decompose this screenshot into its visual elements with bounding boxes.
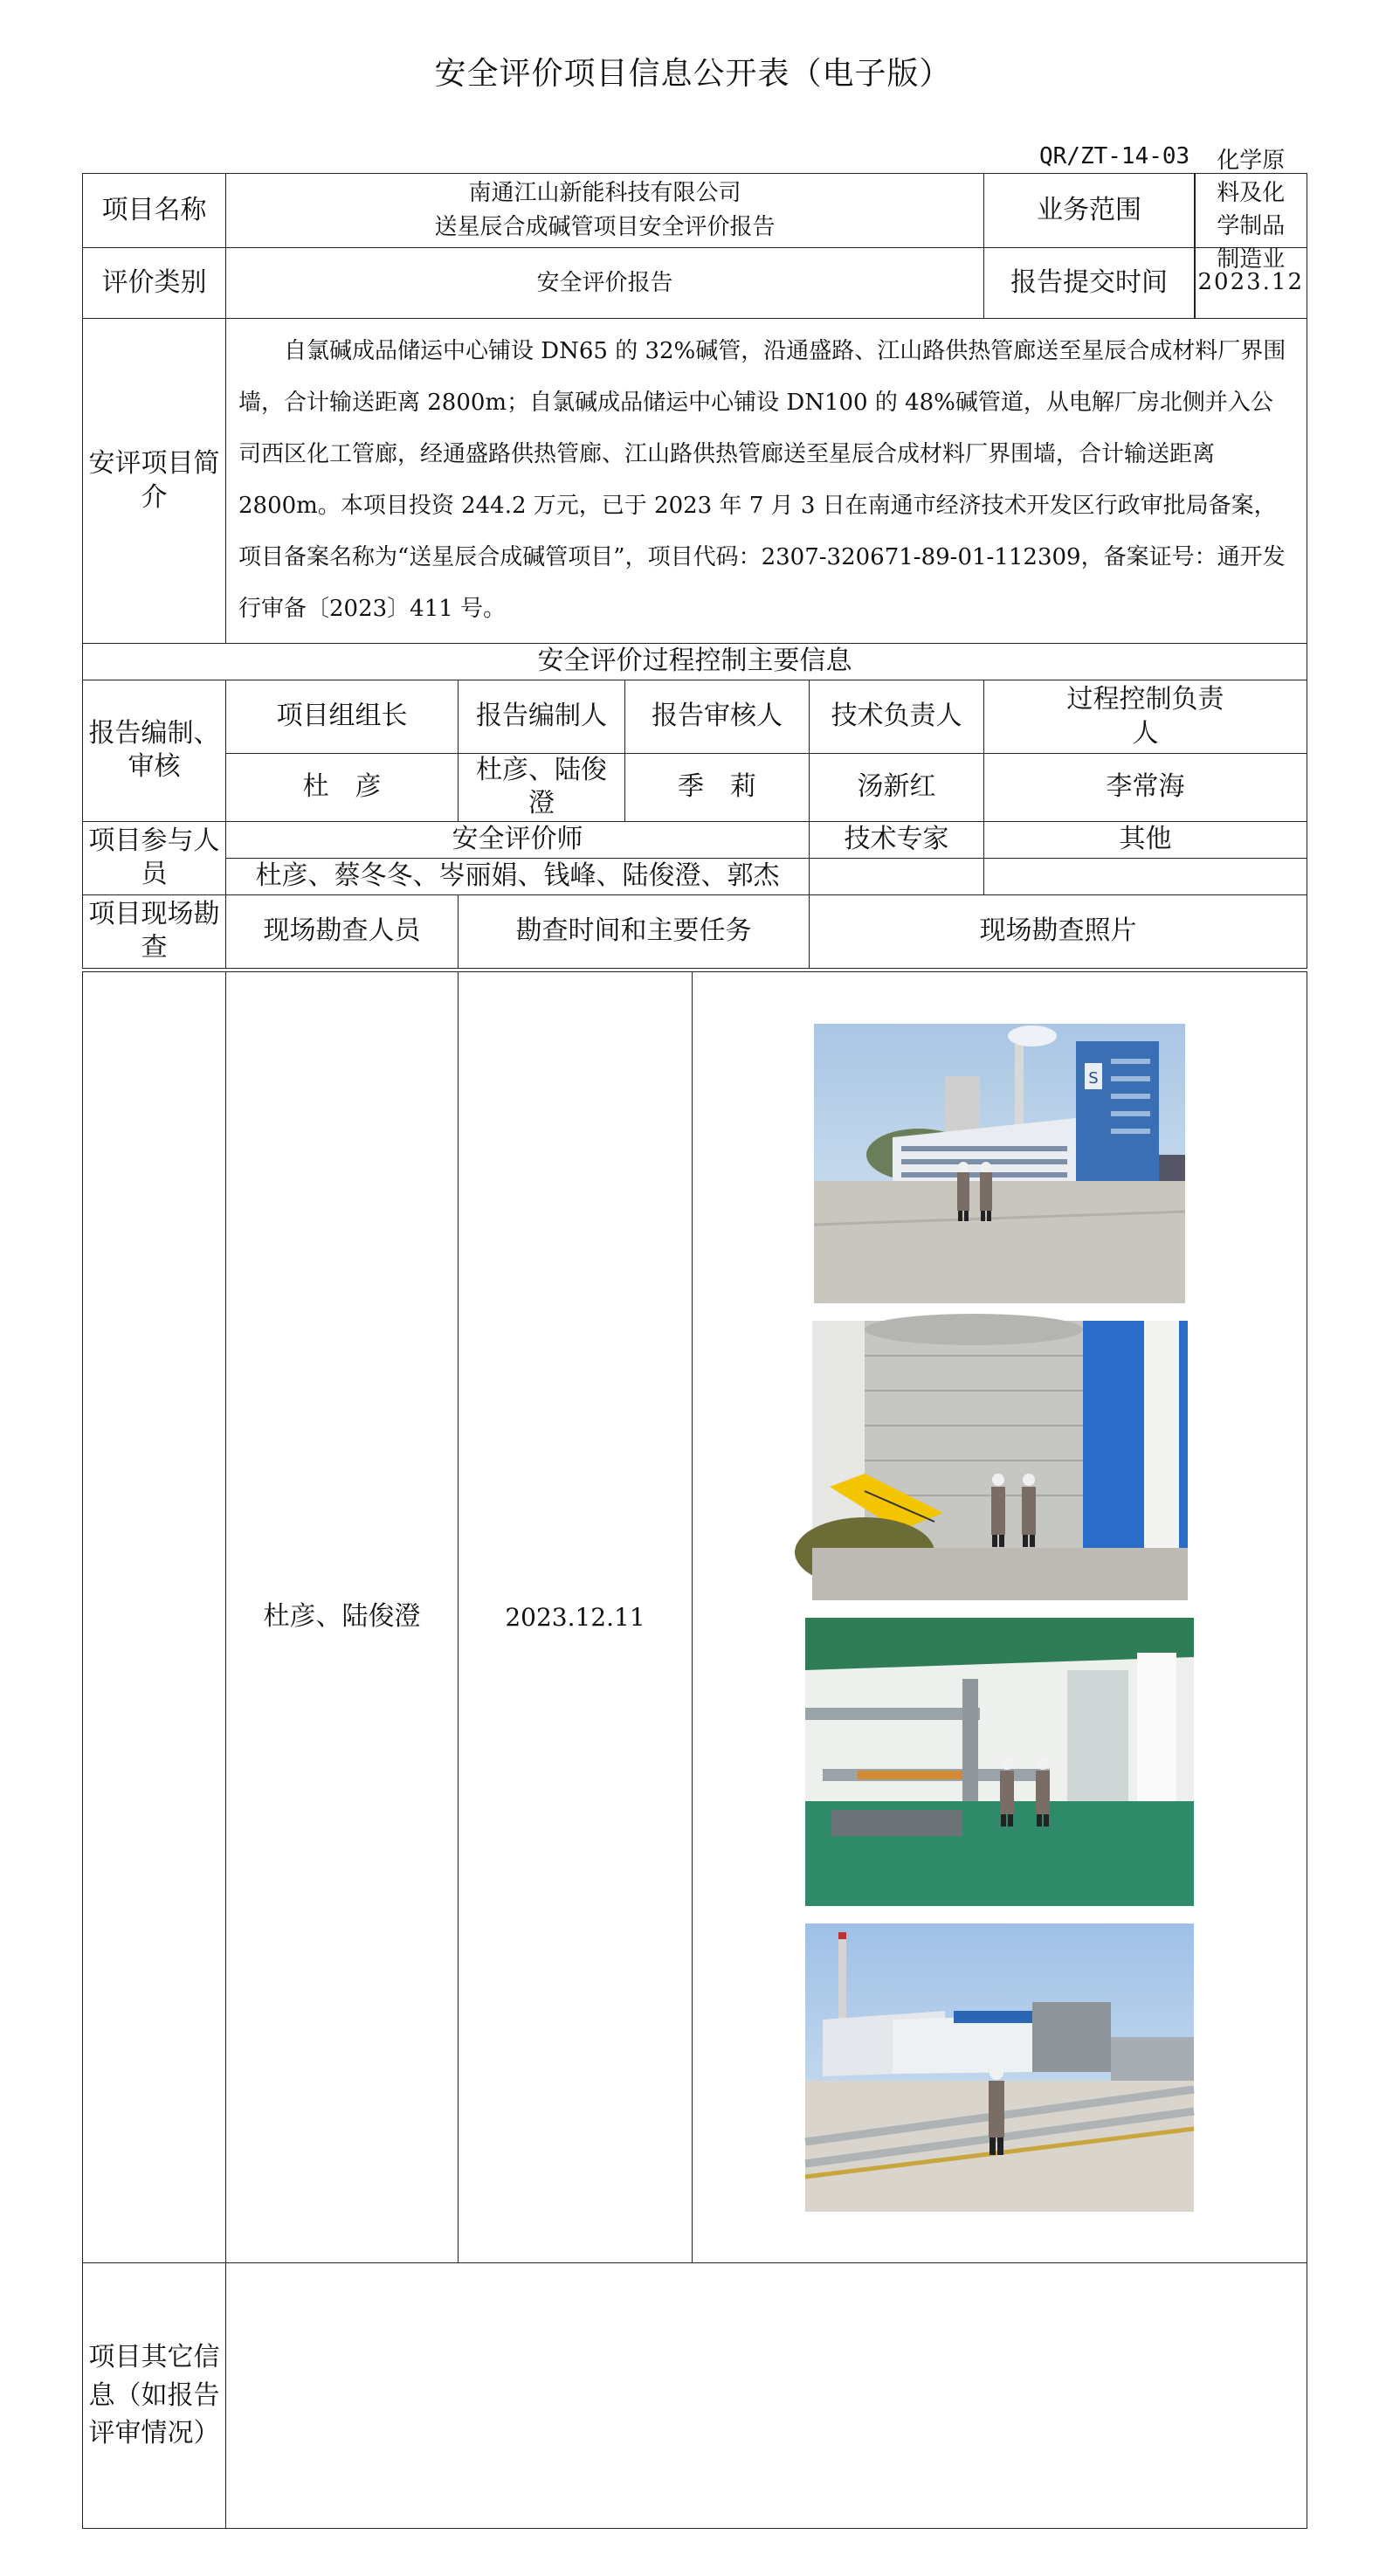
process-control-lead-value: 李常海: [984, 754, 1307, 822]
storage-tank-photo: [812, 1321, 1188, 1600]
evaluation-type-label: 评价类别: [83, 248, 226, 319]
site-survey-label: 项目现场勘查: [83, 894, 226, 968]
other-info-label: 项目其它信息（如报告评审情况）: [83, 2263, 226, 2529]
compiler-value: 杜彦、陆俊澄: [459, 754, 625, 822]
process-control-lead-header: 过程控制负责人: [984, 680, 1307, 754]
svg-text:S: S: [1088, 1068, 1099, 1088]
safety-evaluator-header: 安全评价师: [226, 821, 810, 858]
document-number: QR/ZT-14-03: [1039, 143, 1190, 169]
survey-time-header: 勘查时间和主要任务: [459, 894, 810, 968]
tech-expert-header: 技术专家: [810, 821, 984, 858]
evaluation-type-value: 安全评价报告: [226, 248, 984, 319]
business-scope-value: 化学原料及化学制品制造业: [1217, 147, 1286, 273]
survey-blank-label: [83, 972, 226, 2263]
compiler-header: 报告编制人: [459, 680, 625, 754]
business-scope-label-text: 业务范围: [1037, 194, 1142, 225]
survey-personnel-header: 现场勘查人员: [226, 894, 459, 968]
page-title: 安全评价项目信息公开表（电子版）: [434, 56, 952, 92]
project-intro-label: 安评项目简介: [83, 319, 226, 644]
other-info-value: [226, 2263, 1307, 2529]
survey-photos-header: 现场勘查照片: [810, 894, 1307, 968]
office-building-photo: [814, 1024, 1185, 1303]
project-name-line1: 南通江山新能科技有限公司: [468, 180, 741, 206]
tech-lead-value: 汤新红: [810, 754, 984, 822]
process-control-header: 安全评价过程控制主要信息: [83, 644, 1307, 680]
reviewer-header: 报告审核人: [625, 680, 810, 754]
survey-personnel-value: 杜彦、陆俊澄: [226, 972, 459, 2263]
project-name-label: 项目名称: [83, 174, 226, 248]
project-name-line2: 送星辰合成碱管项目安全评价报告: [434, 214, 776, 240]
project-intro-text: 自氯碱成品储运中心铺设 DN65 的 32%碱管，沿通盛路、江山路供热管廊送至星辰合成材料厂界围墙，合计输送距离 2800m；自氯碱成品储运中心铺设 DN100 的 48%碱管道，从电解厂房北侧并入公司西区化工管廊，经通盛路供热管廊、江山路供热管廊送至星辰合成材料厂界围墙，合计输送距离 2800m。本项目投资 244.2 万元，已于 2023 年 7 月 3 日在南通市经济技术开发区行政审批局备案，项目备案名称为“送星辰合成碱管项目”，项目代码：2307-320671-89-01-112309，备案证号：通开发行审备〔2023〕411 号。: [226, 319, 1307, 644]
survey-table: [82, 971, 1307, 2529]
reviewer-value: 季 莉: [625, 754, 810, 822]
tech-expert-value: [810, 858, 984, 894]
survey-time-value: 2023.12.11: [459, 972, 693, 2263]
submit-time-value: 2023.12: [1197, 269, 1305, 296]
participants-label: 项目参与人员: [83, 821, 226, 894]
project-name-value: [226, 174, 984, 248]
survey-photos-cell: [693, 972, 1307, 2263]
pump-room-photo: [805, 1618, 1194, 1906]
other-header: 其他: [984, 821, 1307, 858]
submit-time-label: 报告提交时间: [1010, 266, 1169, 298]
other-value: [984, 858, 1307, 894]
team-leader-header: 项目组组长: [226, 680, 459, 754]
safety-evaluators-value: 杜彦、蔡冬冬、岑丽娟、钱峰、陆俊澄、郭杰: [226, 858, 810, 894]
submit-time-cell: [984, 248, 1307, 319]
compile-review-label: 报告编制、审核: [83, 680, 226, 822]
team-leader-value: 杜 彦: [226, 754, 459, 822]
pipe-rack-photo: [805, 1923, 1194, 2212]
tech-lead-header: 技术负责人: [810, 680, 984, 754]
